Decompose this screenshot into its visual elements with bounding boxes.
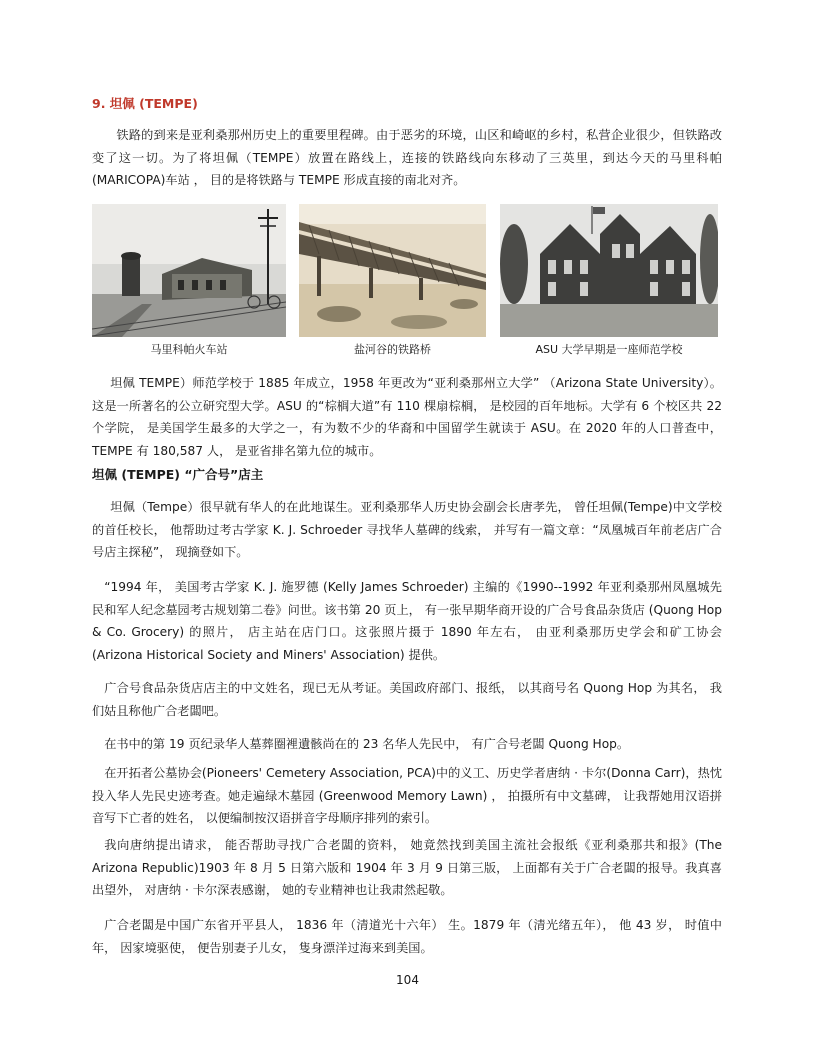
railway-bridge-photo xyxy=(299,204,486,337)
body-paragraph: 广合号食品杂货店店主的中文姓名，现已无从考证。美国政府部门、报纸， 以其商号名 Quong Hop 为其名， 我们姑且称他广合老闆吧。 xyxy=(92,681,722,718)
photo-caption-1: 马里科帕火车站 xyxy=(150,343,228,356)
page-number: 104 xyxy=(396,973,419,987)
section-heading: 9. 坦佩 (TEMPE) xyxy=(92,96,198,111)
asu-paragraph: 坦佩 TEMPE）师范学校于 1885 年成立，1958 年更改为“亚利桑那州立大学” （Arizona State University）。这是一所著名的公立研究型大学。ASU 的“棕榈大道”有 110 棵扇棕榈， 是校园的百年地标。大学有 6 个校区共 22 个学院， 是美国学生最多的大学之一，有为数不少的华裔和中国留学生就读于 ASU。在 2020 年的人口普查中， TEMPE 有 180,587 人， 是亚省排名第九位的城市。 xyxy=(92,376,722,458)
body-paragraph: 在开拓者公墓协会(Pioneers' Cemetery Association, PCA)中的义工、历史学者唐纳 · 卡尔(Donna Carr)，热忱投入华人先民史迹考查。她走遍绿木墓园 (Greenwood Memory Lawn) ， 拍摄所有中文墓碑， 让我帮她用汉语拼音写下亡者的姓名， 以便编制按汉语拼音字母顺序排列的索引。 xyxy=(92,766,722,825)
photo-caption-2: 盐河谷的铁路桥 xyxy=(354,343,431,356)
photo-caption-3: ASU 大学早期是一座师范学校 xyxy=(535,343,683,356)
body-paragraph: 我向唐纳提出请求， 能否帮助寻找广合老闆的资料， 她竟然找到美国主流社会报纸《亚利桑那共和报》(The Arizona Republic)1903 年 8 月 5 日第六版和 1904 年 3 月 9 日第三版， 上面都有关于广合老闆的报导。我真喜出望外， 对唐纳 · 卡尔深表感谢， 她的专业精神也让我肃然起敬。 xyxy=(92,838,722,897)
body-paragraph: 在书中的第 19 页纪录华人墓葬圈裡遺骸尚在的 23 名华人先民中， 有广合号老闆 Quong Hop。 xyxy=(104,737,630,751)
body-paragraph: 广合老闆是中国广东省开平县人， 1836 年（清道光十六年） 生。1879 年（清光绪五年）， 他 43 岁， 时值中年， 因家境驱使， 便告别妻子儿女， 隻身漂洋过海来到美国。 xyxy=(92,918,722,955)
maricopa-station-photo xyxy=(92,204,286,337)
body-paragraph: 坦佩（Tempe）很早就有华人的在此地谋生。亚利桑那华人历史协会副会长唐孝先， 曾任坦佩(Tempe)中文学校的首任校长， 他帮助过考古学家 K. J. Schroeder 寻找华人墓碑的线索， 并写有一篇文章：“凤凰城百年前老店广合号店主探秘”， 现摘登如下。 xyxy=(92,500,722,559)
asu-normal-school-photo xyxy=(500,204,718,337)
body-paragraph: “1994 年， 美国考古学家 K. J. 施罗德 (Kelly James Schroeder) 主编的《1990--1992 年亚利桑那州凤凰城先民和军人纪念墓园考古规划第二卷》问世。该书第 20 页上， 有一张早期华商开设的广合号食品杂货店 (Quong Hop & Co. Grocery) 的照片， 店主站在店门口。这张照片摄于 1890 年左右， 由亚利桑那历史学会和矿工协会 (Arizona Historical Society and Miners' Association) 提供。 xyxy=(92,580,722,662)
intro-paragraph: 铁路的到来是亚利桑那州历史上的重要里程碑。由于恶劣的环境，山区和崎岖的乡村，私营企业很少，但铁路改变了这一切。为了将坦佩（TEMPE）放置在路线上，连接的铁路线向东移动了三英里，到达今天的马里科帕(MARICOPA)车站 ， 目的是将铁路与 TEMPE 形成直接的南北对齐。 xyxy=(92,128,722,187)
subsection-heading: 坦佩 (TEMPE) “广合号”店主 xyxy=(92,467,264,482)
